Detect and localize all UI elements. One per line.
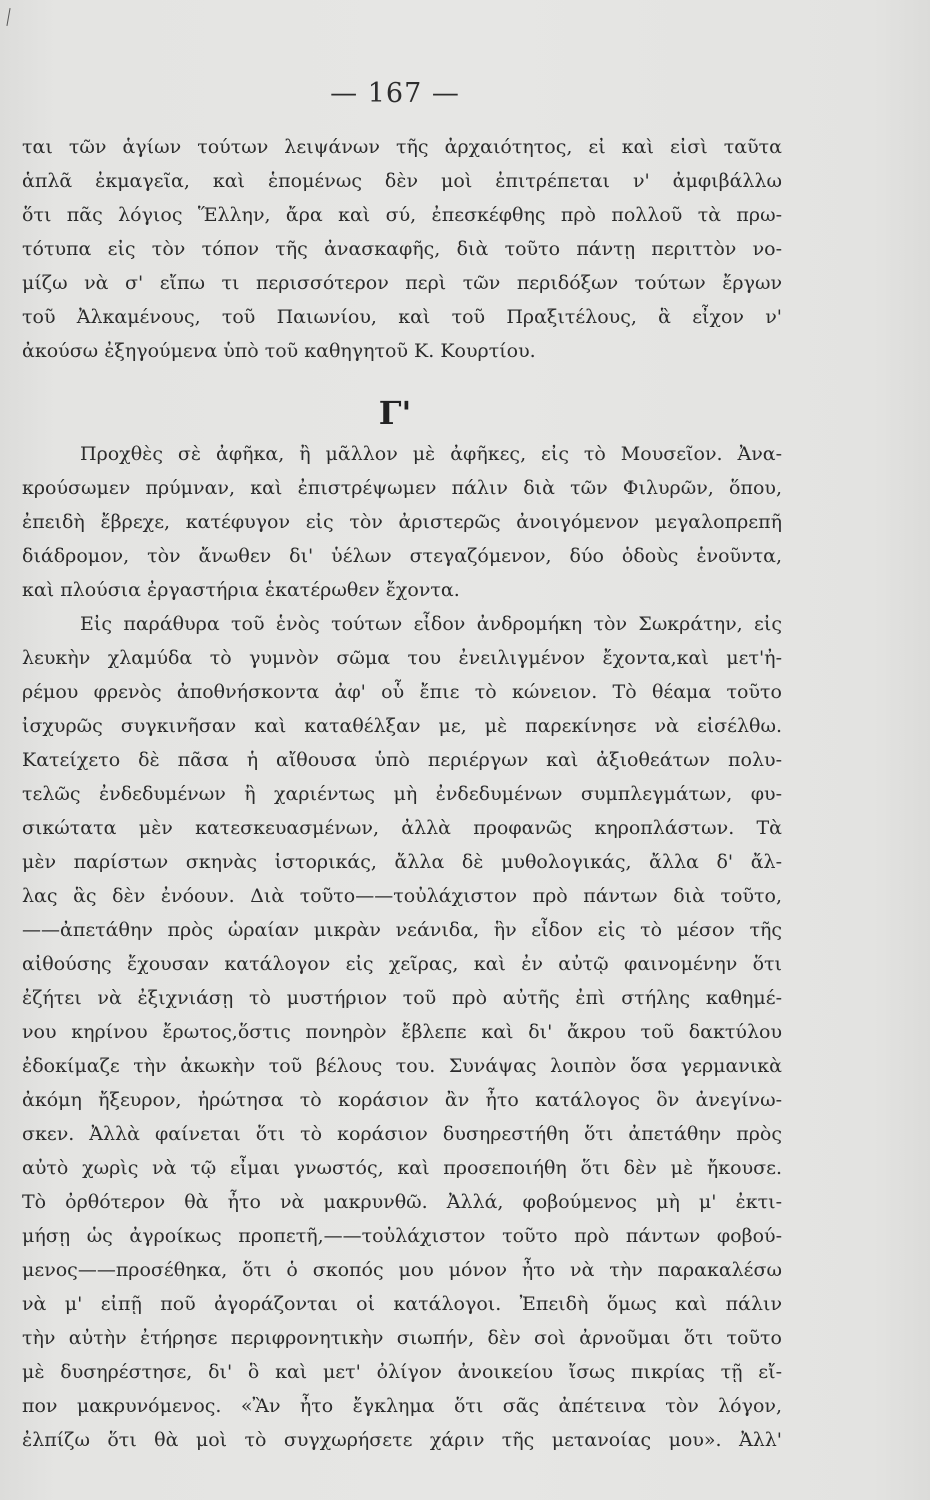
text-line: Προχθὲς σὲ ἀφῆκα, ἢ μᾶλλον μὲ ἀφῆκες, εἰς τὸ Μουσεῖον. Ἀνα- (80, 443, 782, 465)
page-number: — 167 — (330, 78, 460, 109)
text-line: μήσῃ ὡς ἀγροίκως προπετῆ,——τοὐλάχιστον τοῦτο πρὸ πάντων φοβού- (22, 1225, 782, 1247)
text-line: ἐδοκίμαζε τὴν ἀκωκὴν τοῦ βέλους του. Συνάψας λοιπὸν ὅσα γερμανικὰ (22, 1055, 782, 1077)
text-line: ἀκόμη ἤξευρον, ἠρώτησα τὸ κοράσιον ἂν ἦτο κατάλογος ὃν ἀνεγίνω- (22, 1089, 782, 1111)
text-line: μίζω νὰ σ' εἴπω τι περισσότερον περὶ τῶν περιδόξων τούτων ἔργων (22, 272, 782, 294)
section-heading: Γ' (378, 394, 412, 432)
text-line: νου κηρίνου ἔρωτος,ὅστις πονηρὸν ἔβλεπε καὶ δι' ἄκρου τοῦ δακτύλου (22, 1021, 782, 1043)
text-line: Τὸ ὀρθότερον θὰ ἦτο νὰ μακρυνθῶ. Ἀλλά, φοβούμενος μὴ μ' ἐκτι- (22, 1191, 782, 1213)
text-line: μενος——προσέθηκα, ὅτι ὁ σκοπός μου μόνον ἦτο νὰ τὴν παρακαλέσω (22, 1259, 782, 1281)
text-line: ——ἀπετάθην πρὸς ὡραίαν μικρὰν νεάνιδα, ἣν εἶδον εἰς τὸ μέσον τῆς (22, 919, 782, 941)
text-line: ἐλπίζω ὅτι θὰ μοὶ τὸ συγχωρήσετε χάριν τῆς μετανοίας μου». Ἀλλ' (22, 1429, 782, 1451)
text-line: Εἰς παράθυρα τοῦ ἑνὸς τούτων εἶδον ἀνδρομήκη τὸν Σωκράτην, εἰς (80, 613, 782, 635)
text-line: λευκὴν χλαμύδα τὸ γυμνὸν σῶμα του ἐνειλιγμένον ἔχοντα,καὶ μετ'ἠ- (22, 647, 782, 669)
text-line: καὶ πλούσια ἐργαστήρια ἑκατέρωθεν ἔχοντα. (22, 579, 460, 601)
text-line: αὐτὸ χωρὶς νὰ τῷ εἶμαι γνωστός, καὶ προσεποιήθη ὅτι δὲν μὲ ἤκουσε. (22, 1157, 782, 1179)
text-line: ρέμου φρενὸς ἀποθνήσκοντα ἀφ' οὗ ἔπιε τὸ κώνειον. Τὸ θέαμα τοῦτο (22, 681, 782, 703)
text-line: ἐζήτει νὰ ἐξιχνιάσῃ τὸ μυστήριον τοῦ πρὸ αὐτῆς ἐπὶ στήλης καθημέ- (22, 987, 782, 1009)
text-line: ται τῶν ἁγίων τούτων λειψάνων τῆς ἀρχαιότητος, εἰ καὶ εἰσὶ ταῦτα (22, 136, 782, 158)
text-line: μὲν παρίστων σκηνὰς ἱστορικάς, ἄλλα δὲ μυθολογικάς, ἄλλα δ' ἄλ- (22, 851, 782, 873)
margin-pencil-mark (6, 8, 10, 26)
text-line: ἐπειδὴ ἔβρεχε, κατέφυγον εἰς τὸν ἀριστερῶς ἀνοιγόμενον μεγαλοπρεπῆ (22, 511, 782, 533)
text-line: τελῶς ἐνδεδυμένων ἢ χαριέντως μὴ ἐνδεδυμένων συμπλεγμάτων, φυ- (22, 783, 782, 805)
text-line: κρούσωμεν πρύμναν, καὶ ἐπιστρέψωμεν πάλιν διὰ τῶν Φιλυρῶν, ὅπου, (22, 477, 782, 499)
main-paragraph (22, 437, 782, 1457)
text-line: τὴν αὐτὴν ἐτήρησε περιφρονητικὴν σιωπήν, δὲν σοὶ ἀρνοῦμαι ὅτι τοῦτο (22, 1327, 782, 1349)
text-line: λας ἃς δὲν ἐνόουν. Διὰ τοῦτο——τοὐλάχιστον πρὸ πάντων διὰ τοῦτο, (22, 885, 782, 907)
text-line: αἰθούσης ἔχουσαν κατάλογον εἰς χεῖρας, καὶ ἐν αὐτῷ φαινομένην ὅτι (22, 953, 782, 975)
text-line: διάδρομον, τὸν ἄνωθεν δι' ὑέλων στεγαζόμενον, δύο ὁδοὺς ἑνοῦντα, (22, 545, 782, 567)
text-line: σκεν. Ἀλλὰ φαίνεται ὅτι τὸ κοράσιον δυσηρεστήθη ὅτι ἀπετάθην πρὸς (22, 1123, 782, 1145)
text-line: τοῦ Ἀλκαμένους, τοῦ Παιωνίου, καὶ τοῦ Πραξιτέλους, ἃ εἶχον ν' (22, 306, 782, 328)
text-line: μὲ δυσηρέστησε, δι' ὃ καὶ μετ' ὀλίγον ἀνοικείου ἴσως πικρίας τῇ εἴ- (22, 1361, 782, 1383)
text-line: σικώτατα μὲν κατεσκευασμένων, ἀλλὰ προφανῶς κηροπλάστων. Τὰ (22, 817, 782, 839)
text-line: Κατείχετο δὲ πᾶσα ἡ αἴθουσα ὑπὸ περιέργων καὶ ἀξιοθεάτων πολυ- (22, 749, 782, 771)
text-line: νὰ μ' εἰπῇ ποῦ ἀγοράζονται οἱ κατάλογοι. Ἐπειδὴ ὅμως καὶ πάλιν (22, 1293, 782, 1315)
text-line: πον μακρυνόμενος. «Ἂν ἦτο ἔγκλημα ὅτι σᾶς ἀπέτεινα τὸν λόγον, (22, 1395, 782, 1417)
text-line: ὅτι πᾶς λόγιος Ἕλλην, ἄρα καὶ σύ, ἐπεσκέφθης πρὸ πολλοῦ τὰ πρω- (22, 204, 782, 226)
text-line: τότυπα εἰς τὸν τόπον τῆς ἀνασκαφῆς, διὰ τοῦτο πάντῃ περιττὸν νο- (22, 238, 782, 260)
text-line: ἁπλᾶ ἐκμαγεῖα, καὶ ἑπομένως δὲν μοὶ ἐπιτρέπεται ν' ἀμφιβάλλω (22, 170, 782, 192)
text-line: ἀκούσω ἐξηγούμενα ὑπὸ τοῦ καθηγητοῦ Κ. Κουρτίου. (22, 340, 536, 362)
text-line: ἰσχυρῶς συγκινῆσαν καὶ καταθέλξαν με, μὲ παρεκίνησε νὰ εἰσέλθω. (22, 715, 782, 737)
intro-paragraph (22, 130, 782, 368)
